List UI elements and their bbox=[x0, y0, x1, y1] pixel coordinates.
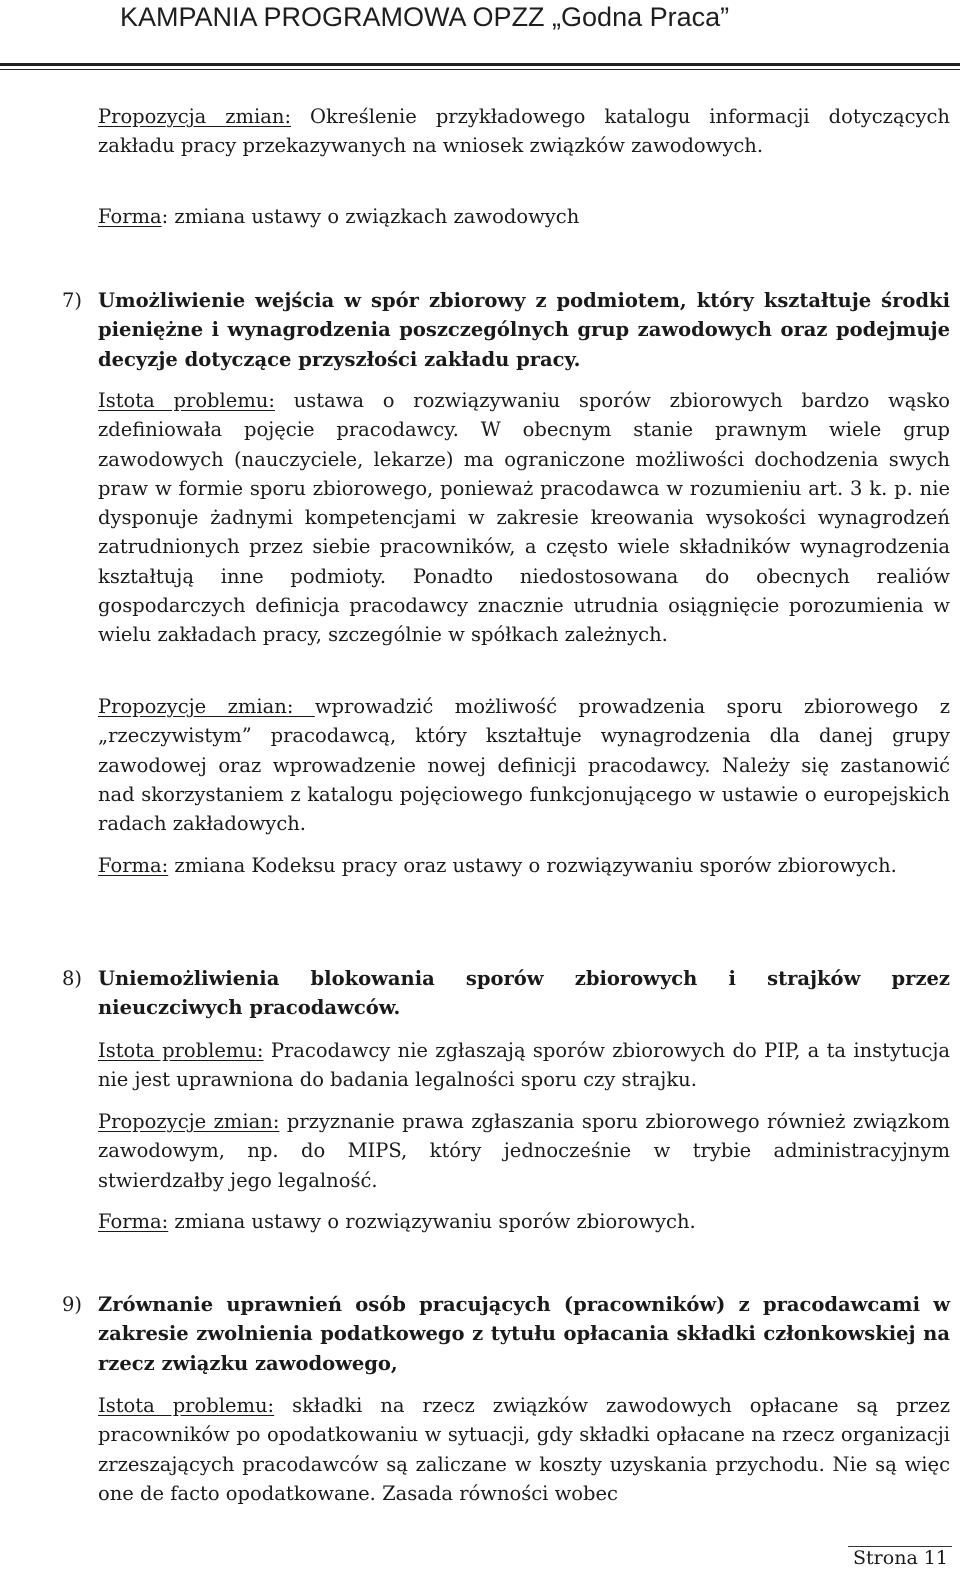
section-8-heading: Uniemożliwienia blokowania sporów zbiorowych i strajków przez nieuczciwych pracodawców. bbox=[98, 967, 950, 1020]
form-text: : zmiana ustawy o związkach zawodowych bbox=[161, 205, 580, 228]
section-7-proposal bbox=[98, 692, 950, 838]
section-8-problem bbox=[98, 1036, 950, 1095]
problem-label: Istota problemu: bbox=[98, 389, 275, 412]
form-label: Forma: bbox=[98, 1210, 169, 1233]
top-proposal-paragraph bbox=[98, 102, 950, 161]
page-number: Strona 11 bbox=[853, 1547, 948, 1569]
section-8-number: 8) bbox=[62, 967, 83, 990]
section-7-form bbox=[98, 851, 950, 880]
section-9-number: 9) bbox=[62, 1293, 83, 1316]
section-9-problem bbox=[98, 1391, 950, 1508]
section-7-problem bbox=[98, 386, 950, 650]
problem-label: Istota problemu: bbox=[98, 1039, 264, 1062]
form-label: Forma: bbox=[98, 854, 169, 877]
section-7-number: 7) bbox=[62, 289, 83, 312]
section-8-proposal bbox=[98, 1107, 950, 1195]
form-label: Forma bbox=[98, 205, 162, 228]
section-7-heading: Umożliwienie wejścia w spór zbiorowy z podmiotem, który kształtuje środki pieniężne i wynagrodzenia poszczególnych grup zawodowych oraz podejmuje decyzje dotyczące przyszłości zakładu pracy. bbox=[98, 289, 950, 371]
problem-text: składki na rzecz związków zawodowych opłacane są przez pracowników po opodatkowaniu w sytuacji, gdy składki opłacane na rzecz organizacji zrzeszających pracodawców są zaliczane w koszty uzyskania przychodu. Nie są więc one de facto opodatkowane. Zasada równości wobec bbox=[98, 1394, 950, 1505]
header-rule-thin bbox=[0, 69, 960, 70]
proposal-text: Określenie przykładowego katalogu informacji dotyczących zakładu pracy przekazywanych na wniosek związków zawodowych. bbox=[98, 105, 950, 158]
page-header-title: KAMPANIA PROGRAMOWA OPZZ „Godna Praca” bbox=[120, 2, 730, 32]
section-8-form bbox=[98, 1207, 950, 1236]
problem-text: ustawa o rozwiązywaniu sporów zbiorowych bardzo wąsko zdefiniowała pojęcie pracodawcy. W obecnym stanie prawnym wiele grup zawodowych (nauczyciele, lekarze) ma ograniczone możliwości dochodzenia swych praw w formie sporu zbiorowego, ponieważ pracodawca w rozumieniu art. 3 k. p. nie dysponuje żadnymi kompetencjami w zakresie kreowania wysokości wynagrodzeń zatrudnionych przez siebie pracowników, a często wiele składników wynagrodzenia kształtują inne podmioty. Ponadto niedostosowana do obecnych realiów gospodarczych definicja pracodawcy znacznie utrudnia osiągnięcie porozumienia w wielu zakładach pracy, szczególnie w spółkach zależnych. bbox=[98, 389, 950, 647]
problem-text: Pracodawcy nie zgłaszają sporów zbiorowych do PIP, a ta instytucja nie jest uprawniona do badania legalności sporu czy strajku. bbox=[98, 1039, 951, 1092]
section-9-heading: Zrównanie uprawnień osób pracujących (pracowników) z pracodawcami w zakresie zwolnienia podatkowego z tytułu opłacania składki członkowskiej na rzecz związku zawodowego, bbox=[98, 1293, 950, 1375]
header-rule-thick bbox=[0, 63, 960, 66]
form-text: zmiana ustawy o rozwiązywaniu sporów zbiorowych. bbox=[168, 1210, 696, 1233]
proposal-label: Propozycja zmian: bbox=[98, 105, 292, 128]
form-text: zmiana Kodeksu pracy oraz ustawy o rozwiązywaniu sporów zbiorowych. bbox=[168, 854, 897, 877]
proposal-label: Propozycje zmian: bbox=[98, 695, 315, 718]
proposal-text: wprowadzić możliwość prowadzenia sporu zbiorowego z „rzeczywistym” pracodawcą, który kształtuje wynagrodzenia dla danej grupy zawodowej oraz wprowadzenie nowej definicji pracodawcy. Należy się zastanowić nad skorzystaniem z katalogu pojęciowego funkcjonującego w ustawie o europejskich radach zakładowych. bbox=[98, 695, 950, 836]
proposal-label: Propozycje zmian: bbox=[98, 1110, 280, 1133]
proposal-text: przyznanie prawa zgłaszania sporu zbiorowego również związkom zawodowym, np. do MIPS, który jednocześnie w trybie administracyjnym stwierdzałby jego legalność. bbox=[98, 1110, 950, 1192]
top-form-paragraph bbox=[98, 202, 950, 231]
problem-label: Istota problemu: bbox=[98, 1394, 275, 1417]
